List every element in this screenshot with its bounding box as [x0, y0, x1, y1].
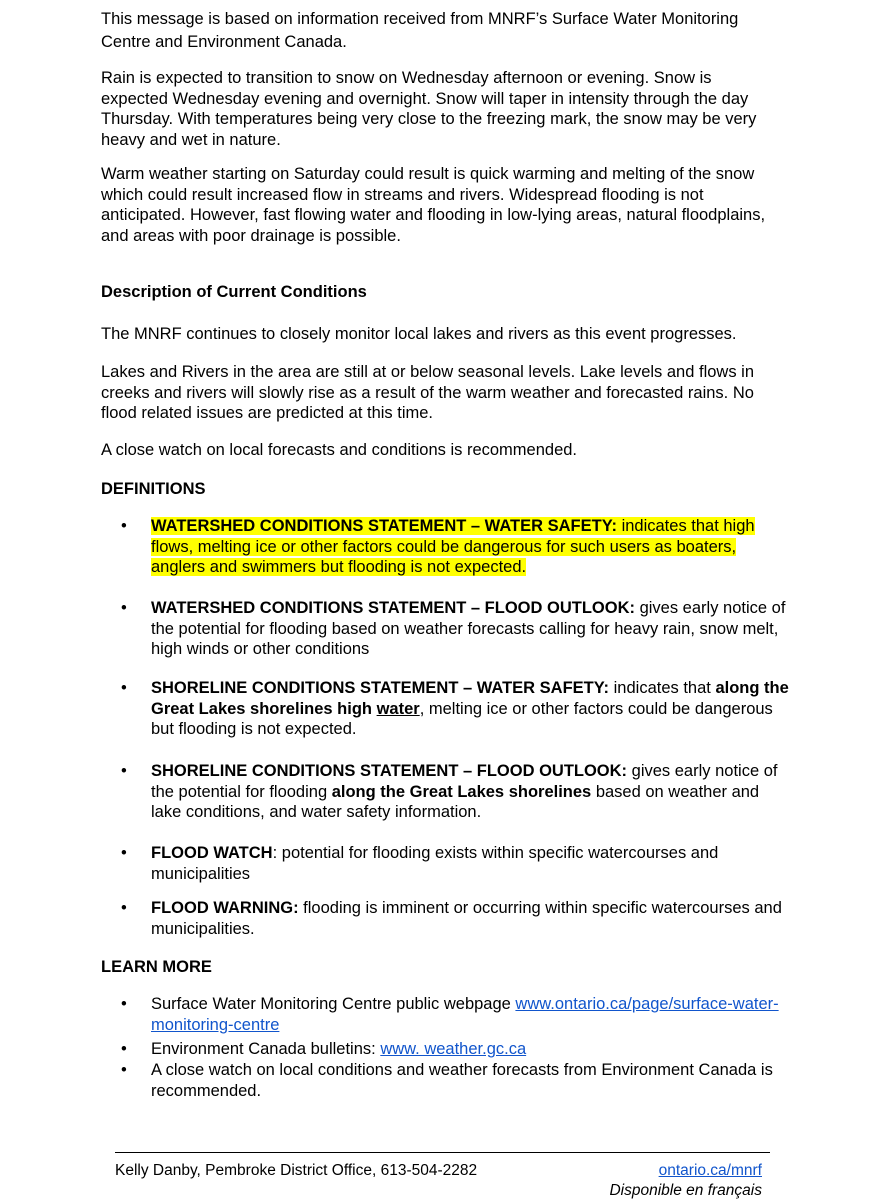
bullet-icon: •	[121, 995, 127, 1013]
definition-text	[151, 598, 791, 660]
definition-underline: water	[376, 699, 420, 718]
bullet-icon: •	[121, 844, 127, 862]
weather-gc-link[interactable]: www. weather.gc.ca	[380, 1040, 527, 1058]
definition-text	[151, 516, 791, 578]
learn-more-text	[151, 994, 791, 1035]
definition-description: gives early notice of the potential for flooding	[151, 762, 778, 801]
definitions-heading: DEFINITIONS	[101, 480, 206, 498]
definition-text	[151, 761, 791, 823]
definition-term: FLOOD WARNING:	[151, 899, 299, 917]
definition-emphasis: along the Great Lakes shorelines	[331, 782, 592, 801]
definition-description: indicates that	[609, 679, 716, 697]
definition-text	[151, 843, 791, 884]
learn-more-heading: LEARN MORE	[101, 958, 212, 976]
definition-description: indicates that high flows, melting ice or other factors could be dangerous for such users as boaters, anglers and swimmers but flooding is not expected.	[151, 517, 755, 577]
definition-term: SHORELINE CONDITIONS STATEMENT – FLOOD OUTLOOK:	[151, 762, 628, 780]
footer-divider	[115, 1152, 770, 1153]
definition-term: FLOOD WATCH	[151, 844, 273, 862]
learn-more-text	[151, 1039, 791, 1060]
intro-paragraph: This message is based on information received from MNRF’s Surface Water Monitoring Centre and Environment Canada.	[101, 10, 739, 51]
bullet-icon: •	[121, 1040, 127, 1058]
definition-term: SHORELINE CONDITIONS STATEMENT – WATER SAFETY:	[151, 679, 610, 697]
definition-description: flooding is imminent or occurring within specific watercourses and municipalities.	[151, 899, 782, 938]
definition-text	[151, 678, 791, 740]
bullet-icon: •	[121, 1061, 127, 1079]
monitor-paragraph: The MNRF continues to closely monitor local lakes and rivers as this event progresses.	[101, 325, 737, 343]
french-availability-note: Disponible en français	[609, 1182, 762, 1199]
definition-description: gives early notice of the potential for flooding based on weather forecasts calling for heavy rain, snow melt, high winds or other conditions	[151, 599, 786, 659]
definition-term: WATERSHED CONDITIONS STATEMENT – WATER SAFETY:	[151, 517, 617, 535]
ontario-mnrf-link[interactable]: ontario.ca/mnrf	[658, 1162, 762, 1179]
learn-more-text: A close watch on local conditions and weather forecasts from Environment Canada is recommended.	[151, 1061, 773, 1100]
current-conditions-heading: Description of Current Conditions	[101, 283, 367, 301]
swmc-webpage-link[interactable]: www.ontario.ca/page/surface-water-monitoring-centre	[151, 995, 779, 1034]
definition-text	[151, 898, 791, 939]
lakes-paragraph: Lakes and Rivers in the area are still at or below seasonal levels. Lake levels and flows in creeks and rivers will slowly rise as a result of the warm weather and forecasted rains. No flood related issues are predicted at this time.	[101, 363, 755, 423]
learn-more-label: Surface Water Monitoring Centre public webpage	[151, 995, 516, 1013]
definition-term: WATERSHED CONDITIONS STATEMENT – FLOOD OUTLOOK:	[151, 599, 635, 617]
bullet-icon: •	[121, 762, 127, 780]
rain-forecast-paragraph: Rain is expected to transition to snow on Wednesday afternoon or evening. Snow is expected Wednesday evening and overnight. Snow will taper in intensity through the day Thursday. With temperatures being very close to the freezing mark, the snow may be very heavy and wet in nature.	[101, 69, 757, 150]
definition-emphasis: along the Great Lakes shorelines high	[151, 679, 789, 718]
bullet-icon: •	[121, 899, 127, 917]
watch-paragraph: A close watch on local forecasts and conditions is recommended.	[101, 441, 578, 459]
definition-description: : potential for flooding exists within specific watercourses and municipalities	[151, 844, 719, 883]
warm-weather-paragraph: Warm weather starting on Saturday could result is quick warming and melting of the snow which could result increased flow in streams and rivers. Widespread flooding is not anticipated. However, fast flowing water and flooding in low-lying areas, natural floodplains, and areas with poor drainage is possible.	[101, 165, 766, 246]
footer-contact: Kelly Danby, Pembroke District Office, 613-504-2282	[115, 1162, 478, 1179]
bullet-icon: •	[121, 599, 127, 617]
bullet-icon: •	[121, 517, 127, 535]
definition-description: based on weather and lake conditions, and water safety information.	[151, 782, 760, 822]
learn-more-label: Environment Canada bulletins:	[151, 1040, 381, 1058]
bullet-icon: •	[121, 679, 127, 697]
definition-description: , melting ice or other factors could be dangerous but flooding is not expected.	[151, 699, 773, 739]
